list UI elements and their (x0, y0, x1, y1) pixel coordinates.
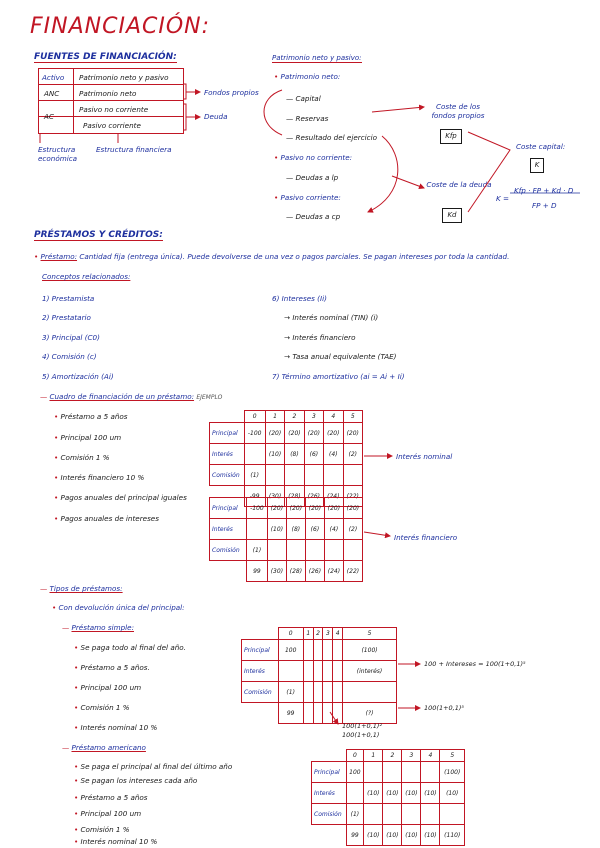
simple-note: 100 + Intereses = 100(1+0,1)⁵ (424, 660, 526, 668)
col-header: 4 (324, 411, 343, 423)
k-box: K (530, 158, 544, 173)
prestamo-americano-heading: — Préstamo americano (62, 743, 146, 752)
row-label: Comisión (242, 682, 279, 703)
table-cell: (24) (324, 561, 343, 582)
concepto-item: 2) Prestatario (42, 313, 91, 322)
label-fondos-propios: Fondos propios (204, 88, 259, 97)
table-cell: (10) (421, 783, 440, 804)
col-header: 1 (364, 750, 383, 762)
pn-item: — Resultado del ejercicio (286, 133, 378, 142)
table-cell: 99 (247, 561, 268, 582)
label-estructura-financiera: Estructura financiera (96, 145, 172, 154)
col-header: 0 (244, 411, 265, 423)
table-cell: (8) (285, 444, 304, 465)
pn-item: — Capital (286, 94, 321, 103)
bracket-coste-capital (468, 132, 510, 212)
label-deuda: Deuda (204, 112, 228, 121)
tipos-heading: — Tipos de préstamos: (40, 584, 123, 593)
table-cell: (20) (343, 498, 362, 519)
row-label: Principal (242, 640, 279, 661)
cuadro-bullet: • Pagos anuales de intereses (54, 514, 159, 523)
table-cell: (10) (383, 825, 402, 846)
patrimonio-heading: Patrimonio neto y pasivo: (272, 54, 362, 62)
table-cell: (10) (402, 825, 421, 846)
brace-patrimonio (264, 90, 282, 135)
fuentes-cell: ANC (44, 89, 60, 98)
cuadro-bullet: • Préstamo a 5 años (54, 412, 128, 421)
note-interes-financiero: Interés financiero (394, 533, 458, 542)
col-header: 5 (343, 628, 397, 640)
kfp-box: Kfp (440, 129, 462, 144)
row-label: Interés (242, 661, 279, 682)
col-header: 2 (285, 411, 304, 423)
cuadro-bullet: • Interés financiero 10 % (54, 473, 145, 482)
concepto-subitem: → Interés nominal (TIN) (i) (284, 313, 379, 322)
simple-note-2: 100(1+0,1)⁵ (424, 704, 465, 712)
concepto-item: 7) Término amortizativo (ai = Ai + Ii) (272, 372, 405, 381)
simple-bullet: • Principal 100 um (74, 683, 142, 692)
table-cell: (20) (285, 423, 304, 444)
col-header: 1 (303, 628, 313, 640)
table-cell: (1) (244, 465, 265, 486)
coste-capital: Coste capital: (516, 142, 566, 151)
simple-bullet: • Préstamo a 5 años. (74, 663, 150, 672)
arrow-interes-financiero (364, 532, 390, 536)
row-label: Comisión (210, 540, 247, 561)
arrow-deudas-curve (368, 136, 398, 212)
table-cell: (2) (343, 519, 362, 540)
americano-bullet: • Préstamo a 5 años (74, 793, 148, 802)
row-label: Interés (312, 783, 347, 804)
patrimonio-pn: • Patrimonio neto: (274, 72, 341, 81)
americano-bullet: • Comisión 1 % (74, 825, 130, 834)
fuentes-cell: Activo (42, 73, 65, 82)
table-cell: 100 (346, 762, 364, 783)
table-cell: (6) (304, 444, 323, 465)
fuentes-cell: Patrimonio neto y pasivo (79, 73, 169, 82)
fuentes-cell: Pasivo no corriente (79, 105, 149, 114)
table-cell: (10) (364, 783, 383, 804)
cuadro-bullet: • Comisión 1 % (54, 453, 110, 462)
table-cell: 99 (278, 703, 303, 724)
pn-item: — Reservas (286, 114, 329, 123)
table-cell: (8) (286, 519, 305, 540)
col-header: 3 (304, 411, 323, 423)
table-cell: (20) (265, 423, 284, 444)
table-cell: (28) (285, 486, 304, 507)
table-cell: (20) (304, 423, 323, 444)
table-cell: (10) (440, 783, 465, 804)
table-cell: (interés) (343, 661, 397, 682)
col-header: 0 (346, 750, 364, 762)
table-cell: (20) (343, 423, 363, 444)
table-cell: (10) (267, 519, 286, 540)
simple-bullet: • Comisión 1 % (74, 703, 130, 712)
prestamo-definition: • Préstamo: Cantidad fija (entrega única). Puede devolverse de una vez o pagos parciales. Se pagan intereses por toda la cantidad. (34, 252, 510, 261)
label-estructura-economica: Estructura económica (38, 145, 78, 163)
table-cell: (100) (440, 762, 465, 783)
table-cell: (110) (440, 825, 465, 846)
bracket-deuda (183, 104, 186, 130)
col-header: 3 (323, 628, 333, 640)
fuentes-cell: Patrimonio neto (79, 89, 137, 98)
col-header: 0 (278, 628, 303, 640)
table-cell: (10) (364, 825, 383, 846)
row-label: Comisión (210, 465, 245, 486)
americano-bullet: • Interés nominal 10 % (74, 837, 158, 846)
concepto-item: 1) Prestamista (42, 294, 95, 303)
col-header: 3 (402, 750, 421, 762)
concepto-subitem: → Tasa anual equivalente (TAE) (284, 352, 397, 361)
concepto-item: 6) Intereses (Ii) (272, 294, 327, 303)
col-header: 5 (440, 750, 465, 762)
patrimonio-pc: • Pasivo corriente: (274, 193, 341, 202)
row-label: Principal (210, 498, 247, 519)
americano-bullet: • Se paga el principal al final del último año (74, 762, 233, 771)
simple-bottom-1: 100(1+0,1)² (342, 722, 383, 730)
row-label: Principal (210, 423, 245, 444)
cuadro-heading: — Cuadro de financiación de un préstamo: EJEMPLO (40, 392, 223, 401)
table-cell: (26) (304, 486, 323, 507)
simple-bullet: • Interés nominal 10 % (74, 723, 158, 732)
table-cell: (100) (343, 640, 397, 661)
kd-box: Kd (442, 208, 462, 223)
conceptos-heading: Conceptos relacionados: (42, 272, 131, 281)
table-cell: -100 (247, 498, 268, 519)
section-fuentes-heading: FUENTES DE FINANCIACIÓN: (34, 52, 177, 62)
note-interes-nominal: Interés nominal (396, 452, 453, 461)
concepto-item: 5) Amortización (Ai) (42, 372, 114, 381)
col-header: 2 (383, 750, 402, 762)
table-cell: -99 (244, 486, 265, 507)
simple-bottom-2: 100(1+0,1) (342, 731, 380, 739)
table-cell: (30) (265, 486, 284, 507)
table-cell: (1) (278, 682, 303, 703)
table-cell: (6) (305, 519, 324, 540)
table-cell: (4) (324, 444, 343, 465)
table-cell: (2) (343, 444, 363, 465)
pnc-item: — Deudas a lp (286, 173, 339, 182)
simple-bullet: • Se paga todo al final del año. (74, 643, 186, 652)
table-cell: (10) (265, 444, 284, 465)
patrimonio-pnc: • Pasivo no corriente: (274, 153, 353, 162)
col-header: 4 (333, 628, 343, 640)
table-cell: (10) (383, 783, 402, 804)
formula-numerator: Kfp · FP + Kd · D (514, 186, 574, 195)
table-cell: (24) (324, 486, 343, 507)
table-cell: (30) (267, 561, 286, 582)
row-label: Comisión (312, 804, 347, 825)
coste-fondos-propios: Coste de los fondos propios (431, 102, 485, 120)
table-cell: (1) (346, 804, 364, 825)
table-cell: (26) (305, 561, 324, 582)
coste-deuda: Coste de la deuda (426, 180, 492, 189)
table-cell: (4) (324, 519, 343, 540)
table-cell: (?) (343, 703, 397, 724)
americano-bullet: • Principal 100 um (74, 809, 142, 818)
fuentes-cell: Pasivo corriente (83, 121, 141, 130)
table-cell: (20) (305, 498, 324, 519)
row-label: Principal (312, 762, 347, 783)
fuentes-cell: AC (44, 112, 54, 121)
formula-lhs: K = (496, 194, 510, 203)
cuadro-bullet: • Principal 100 um (54, 433, 122, 442)
devolucion-unica: • Con devolución única del principal: (52, 603, 185, 612)
table-cell: (20) (267, 498, 286, 519)
table-cell: (1) (247, 540, 268, 561)
table-cell: (20) (324, 423, 343, 444)
table-cell: 99 (346, 825, 364, 846)
prestamo-simple-heading: — Préstamo simple: (62, 623, 134, 632)
col-header: 5 (343, 411, 363, 423)
arrow-simple-bottom (330, 712, 338, 724)
page-title: FINANCIACIÓN: (30, 14, 211, 39)
table-cell: (20) (324, 498, 343, 519)
table-cell: (10) (402, 783, 421, 804)
table-cell: (22) (343, 561, 362, 582)
row-label: Interés (210, 519, 247, 540)
table-cell: (10) (421, 825, 440, 846)
table-cell: 100 (278, 640, 303, 661)
concepto-item: 3) Principal (C0) (42, 333, 100, 342)
concepto-item: 4) Comisión (c) (42, 352, 97, 361)
formula-denominator: FP + D (532, 201, 557, 210)
table-cell: (22) (343, 486, 363, 507)
arrow-coste-deuda (392, 176, 424, 188)
table-cell: (28) (286, 561, 305, 582)
pc-item: — Deudas a cp (286, 212, 341, 221)
americano-bullet: • Se pagan los intereses cada año (74, 776, 198, 785)
row-label: Interés (210, 444, 245, 465)
cuadro-bullet: • Pagos anuales del principal iguales (54, 493, 187, 502)
concepto-subitem: → Interés financiero (284, 333, 356, 342)
section-prestamos-heading: PRÉSTAMOS Y CRÉDITOS: (34, 230, 163, 240)
table-cell: -100 (244, 423, 265, 444)
col-header: 2 (313, 628, 323, 640)
table-cell: (20) (286, 498, 305, 519)
col-header: 1 (265, 411, 284, 423)
bracket-fondos-propios (183, 84, 186, 99)
arrow-coste-fp (372, 107, 424, 112)
col-header: 4 (421, 750, 440, 762)
